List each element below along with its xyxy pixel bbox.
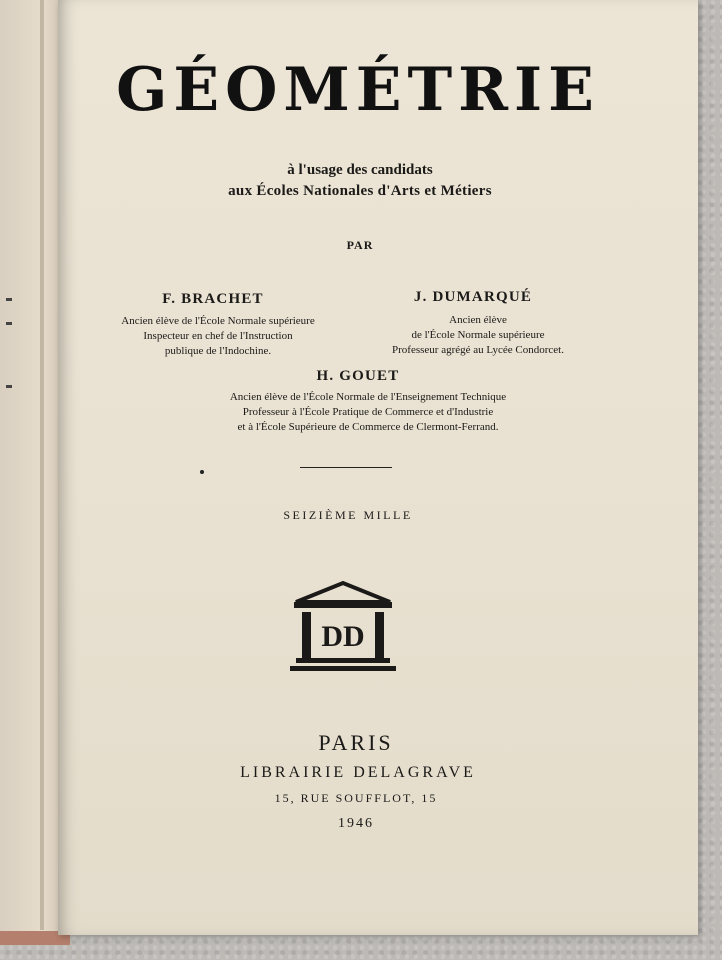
affiliation-line: Ancien élève de l'École Normale supérieure — [121, 315, 315, 327]
publisher-temple-logo — [288, 580, 398, 672]
affiliation-line: Professeur agrégé au Lycée Condorcet. — [392, 344, 564, 356]
affiliation-line: de l'École Normale supérieure — [411, 329, 545, 341]
author-dumarque-name: J. DUMARQUÉ — [413, 289, 533, 305]
author-dumarque-affiliation — [363, 313, 593, 358]
subtitle-line-1: à l'usage des candidats — [287, 162, 433, 178]
publisher-city: PARIS — [318, 730, 394, 755]
bleed-mark — [6, 385, 12, 388]
affiliation-line: Ancien élève de l'École Normale de l'Enseignement Technique — [229, 391, 507, 403]
bleed-mark — [6, 322, 12, 325]
author-gouet-name: H. GOUET — [316, 368, 400, 384]
bleed-mark — [6, 298, 12, 301]
affiliation-line: Professeur à l'École Pratique de Commerce et d'Industrie — [242, 406, 494, 418]
publication-year: 1946 — [338, 816, 374, 831]
affiliation-line: publique de l'Indochine. — [164, 345, 272, 357]
author-brachet-name: F. BRACHET — [162, 291, 264, 307]
divider-rule — [300, 467, 392, 468]
subtitle-line-2: aux Écoles Nationales d'Arts et Métiers — [228, 183, 492, 199]
author-brachet-affiliation — [103, 314, 333, 359]
affiliation-line: Inspecteur en chef de l'Instruction — [143, 330, 293, 342]
affiliation-line: Ancien élève — [449, 314, 507, 326]
by-label: PAR — [346, 238, 374, 252]
logo-monogram: DD — [321, 620, 365, 653]
publisher-address: 15, RUE SOUFFLOT, 15 — [274, 791, 438, 805]
affiliation-line: et à l'École Supérieure de Commerce de Clermont-Ferrand. — [237, 421, 499, 433]
book-title: GÉOMÉTRIE — [116, 55, 600, 125]
title-page — [58, 0, 698, 935]
author-gouet-affiliation — [48, 390, 688, 435]
publisher-name: LIBRAIRIE DELAGRAVE — [240, 764, 476, 781]
ink-dot — [200, 470, 204, 474]
edition-note: SEIZIÈME MILLE — [283, 508, 413, 522]
